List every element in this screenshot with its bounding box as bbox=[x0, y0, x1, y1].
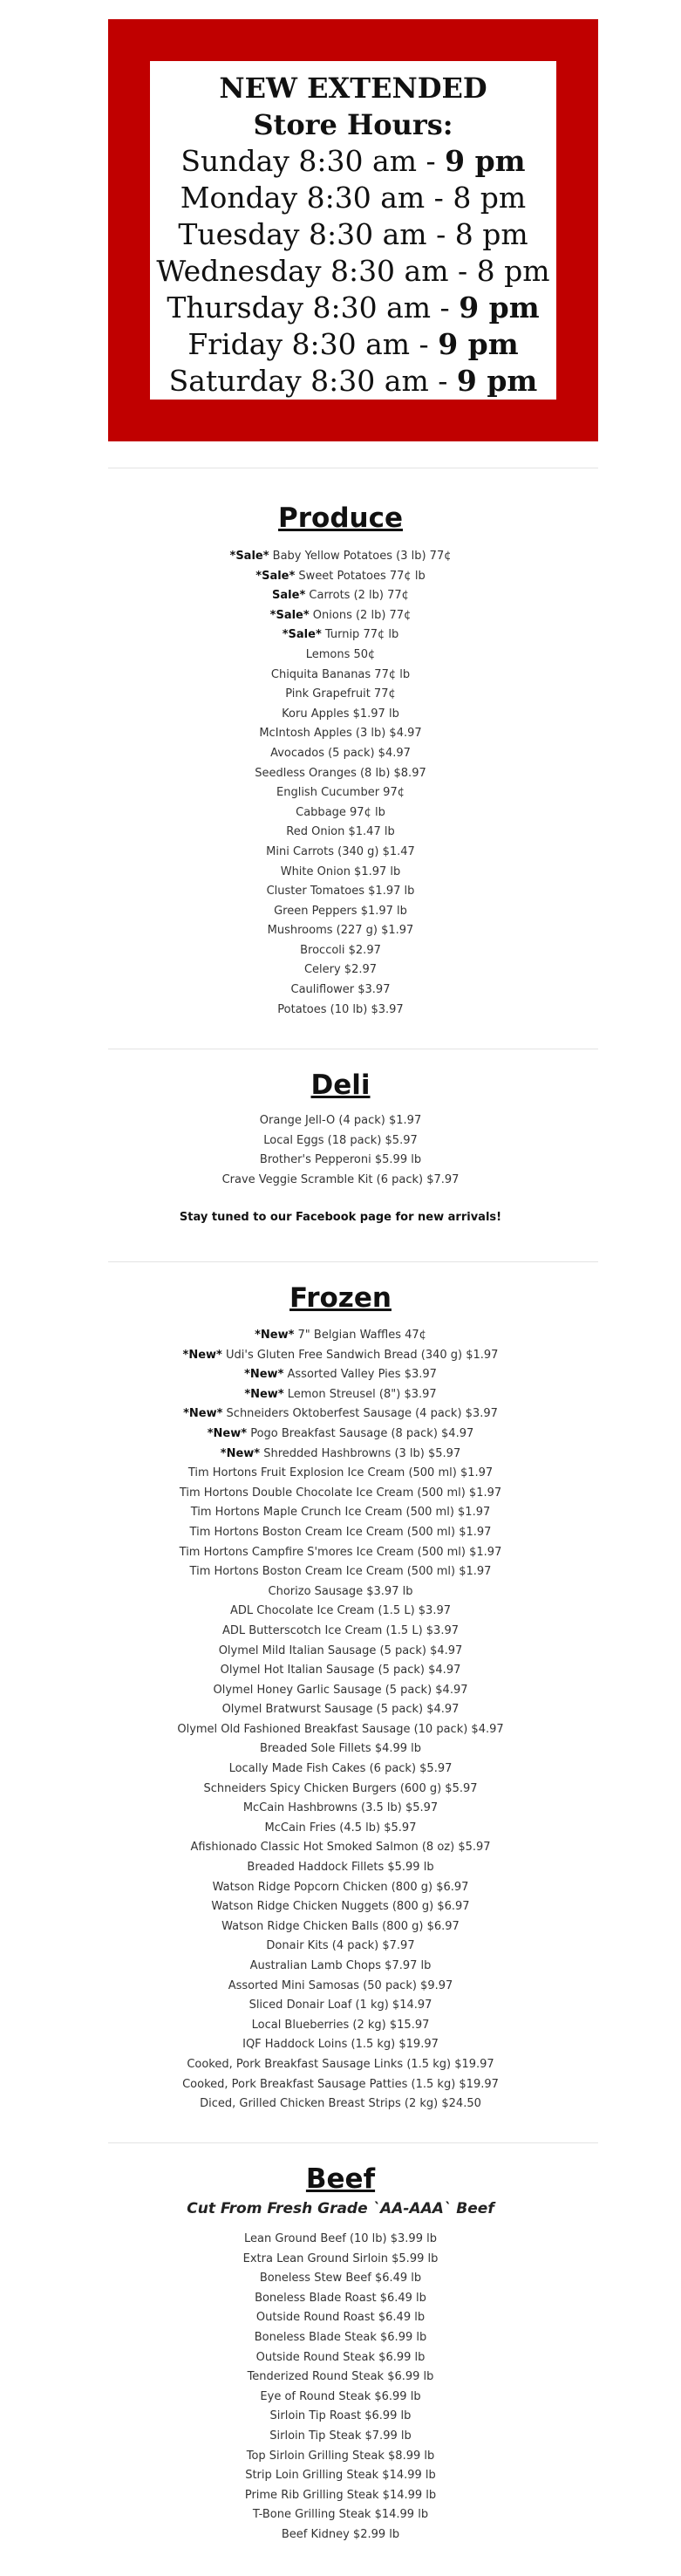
item-text: Beef Kidney $2.99 lb bbox=[281, 2527, 400, 2541]
list-item bbox=[0, 2368, 681, 2388]
hours-close-time: 9 pm bbox=[459, 290, 540, 325]
produce-section bbox=[0, 501, 681, 1020]
list-item bbox=[0, 1151, 681, 1171]
item-text: Tim Hortons Double Chocolate Ice Cream (500 ml) $1.97 bbox=[179, 1486, 502, 1500]
list-item bbox=[0, 783, 681, 803]
hours-close-time: 9 pm bbox=[456, 364, 538, 398]
item-text: Chorizo Sausage $3.97 lb bbox=[268, 1584, 413, 1598]
item-text: Sliced Donair Loaf (1 kg) $14.97 bbox=[249, 1999, 432, 2012]
item-text: Udi's Gluten Free Sandwich Bread (340 g) $1.97 bbox=[221, 1348, 499, 1362]
hours-day: Sunday 8:30 am - bbox=[180, 144, 446, 178]
frozen-section bbox=[0, 1281, 681, 2115]
hours-line bbox=[150, 290, 556, 326]
item-text: Red Onion $1.47 lb bbox=[286, 825, 395, 839]
list-item bbox=[0, 2505, 681, 2525]
list-item bbox=[0, 1996, 681, 2016]
list-item bbox=[0, 567, 681, 587]
list-item bbox=[0, 1858, 681, 1878]
item-text: Strip Loin Grilling Steak $14.99 lb bbox=[245, 2469, 436, 2483]
item-text: Tim Hortons Boston Cream Ice Cream (500 ml) $1.97 bbox=[189, 1565, 492, 1579]
hours-close-time: 9 pm bbox=[438, 327, 519, 361]
list-item bbox=[0, 2055, 681, 2075]
store-hours-banner bbox=[108, 19, 598, 441]
hours-day: Wednesday 8:30 am - bbox=[156, 254, 477, 288]
produce-list bbox=[0, 547, 681, 1020]
hours-title-line2: Store Hours: bbox=[253, 108, 453, 141]
list-item bbox=[0, 2250, 681, 2270]
frozen-title: Frozen bbox=[289, 1282, 392, 1314]
list-item bbox=[0, 1720, 681, 1740]
item-text: Outside Round Steak $6.99 lb bbox=[255, 2350, 426, 2364]
hours-line bbox=[150, 326, 556, 363]
list-item bbox=[0, 2486, 681, 2506]
list-item bbox=[0, 2035, 681, 2055]
item-text: 7" Belgian Waffles 47¢ bbox=[294, 1329, 426, 1342]
facebook-note: Stay tuned to our Facebook page for new arrivals! bbox=[179, 1211, 502, 1225]
list-item bbox=[0, 1602, 681, 1622]
item-text: Top Sirloin Grilling Steak $8.99 lb bbox=[246, 2449, 435, 2463]
item-text: Carrots (2 lb) 77¢ bbox=[305, 589, 409, 603]
list-item bbox=[0, 1523, 681, 1543]
list-item bbox=[0, 921, 681, 941]
hours-close-time: 9 pm bbox=[445, 144, 526, 178]
item-text: Koru Apples $1.97 lb bbox=[282, 707, 399, 721]
list-item bbox=[0, 1957, 681, 1977]
list-item bbox=[0, 803, 681, 823]
list-item bbox=[0, 646, 681, 666]
list-item bbox=[0, 1326, 681, 1346]
list-item bbox=[0, 2427, 681, 2447]
list-item bbox=[0, 1739, 681, 1759]
list-item bbox=[0, 902, 681, 922]
list-item bbox=[0, 705, 681, 725]
item-text: McCain Hashbrowns (3.5 lb) $5.97 bbox=[242, 1801, 439, 1815]
list-item bbox=[0, 1838, 681, 1858]
item-text: Tim Hortons Boston Cream Ice Cream (500 ml) $1.97 bbox=[189, 1525, 492, 1539]
hours-list bbox=[150, 143, 556, 400]
list-item bbox=[0, 1111, 681, 1131]
list-item bbox=[0, 2447, 681, 2467]
list-item bbox=[0, 882, 681, 902]
item-text: Green Peppers $1.97 lb bbox=[274, 904, 407, 918]
item-text: IQF Haddock Loins (1.5 kg) $19.97 bbox=[242, 2038, 439, 2052]
item-text: Schneiders Spicy Chicken Burgers (600 g) $5.97 bbox=[203, 1781, 478, 1795]
item-text: Boneless Stew Beef $6.49 lb bbox=[259, 2272, 422, 2286]
hours-day: Friday 8:30 am - bbox=[187, 327, 439, 361]
list-item bbox=[0, 1799, 681, 1819]
list-item bbox=[0, 2466, 681, 2486]
list-item bbox=[0, 1819, 681, 1839]
item-text: Prime Rib Grilling Steak $14.99 lb bbox=[244, 2488, 437, 2502]
list-item bbox=[0, 2308, 681, 2328]
item-text: Afishionado Classic Hot Smoked Salmon (8 oz) $5.97 bbox=[190, 1841, 491, 1855]
list-item bbox=[0, 1622, 681, 1642]
list-item bbox=[0, 1681, 681, 1701]
item-text: Lemons 50¢ bbox=[305, 647, 376, 661]
item-text: Australian Lamb Chops $7.97 lb bbox=[249, 1959, 432, 1972]
beef-section bbox=[0, 2162, 681, 2545]
item-text: Cauliflower $3.97 bbox=[290, 983, 391, 997]
item-text: Avocados (5 pack) $4.97 bbox=[270, 746, 411, 760]
item-text: Locally Made Fish Cakes (6 pack) $5.97 bbox=[228, 1762, 453, 1776]
list-item bbox=[0, 2269, 681, 2289]
list-item bbox=[0, 823, 681, 843]
item-text: Brother's Pepperoni $5.99 lb bbox=[259, 1153, 422, 1167]
item-text: Shredded Hashbrowns (3 lb) $5.97 bbox=[260, 1446, 461, 1460]
item-text: Celery $2.97 bbox=[303, 963, 378, 977]
item-tag: *New* bbox=[207, 1426, 248, 1440]
item-text: Sweet Potatoes 77¢ lb bbox=[295, 569, 426, 583]
item-text: Watson Ridge Chicken Balls (800 g) $6.97 bbox=[221, 1919, 460, 1933]
item-text: Potatoes (10 lb) $3.97 bbox=[277, 1002, 404, 1016]
item-text: Breaded Haddock Fillets $5.99 lb bbox=[247, 1861, 434, 1875]
hours-line bbox=[150, 253, 556, 290]
item-text: Olymel Honey Garlic Sausage (5 pack) $4.97 bbox=[213, 1683, 468, 1697]
item-text: ADL Chocolate Ice Cream (1.5 L) $3.97 bbox=[229, 1604, 451, 1618]
item-text: Lean Ground Beef (10 lb) $3.99 lb bbox=[244, 2232, 437, 2245]
item-text: Extra Lean Ground Sirloin $5.99 lb bbox=[242, 2251, 439, 2265]
list-item bbox=[0, 2525, 681, 2545]
item-text: Mini Carrots (340 g) $1.47 bbox=[266, 844, 415, 858]
item-text: Donair Kits (4 pack) $7.97 bbox=[266, 1939, 415, 1953]
hours-line bbox=[150, 216, 556, 253]
list-item bbox=[0, 764, 681, 784]
list-item bbox=[0, 1543, 681, 1563]
item-text: White Onion $1.97 lb bbox=[280, 864, 401, 878]
hours-line bbox=[150, 143, 556, 180]
store-hours-panel bbox=[150, 61, 556, 400]
deli-list bbox=[0, 1111, 681, 1190]
list-item bbox=[0, 2016, 681, 2036]
item-text: English Cucumber 97¢ bbox=[276, 786, 405, 800]
list-item bbox=[0, 1642, 681, 1662]
item-text: Chiquita Bananas 77¢ lb bbox=[270, 667, 411, 681]
list-item bbox=[0, 666, 681, 686]
list-item bbox=[0, 1562, 681, 1582]
item-text: Tenderized Round Steak $6.99 lb bbox=[247, 2370, 434, 2384]
item-text: Pogo Breakfast Sausage (8 pack) $4.97 bbox=[247, 1426, 474, 1440]
list-item bbox=[0, 1582, 681, 1602]
hours-line bbox=[150, 363, 556, 400]
item-text: Crave Veggie Scramble Kit (6 pack) $7.97 bbox=[221, 1172, 460, 1186]
item-text: Watson Ridge Popcorn Chicken (800 g) $6.97 bbox=[212, 1880, 469, 1894]
item-text: Sirloin Tip Roast $6.99 lb bbox=[269, 2409, 412, 2423]
item-text: McCain Fries (4.5 lb) $5.97 bbox=[264, 1821, 417, 1835]
list-item bbox=[0, 547, 681, 567]
list-item bbox=[0, 1171, 681, 1191]
list-item bbox=[0, 2230, 681, 2250]
item-text: Diced, Grilled Chicken Breast Strips (2 kg) $24.50 bbox=[200, 2097, 481, 2111]
list-item bbox=[0, 2094, 681, 2115]
list-item bbox=[0, 586, 681, 606]
item-text: Seedless Oranges (8 lb) $8.97 bbox=[255, 766, 426, 780]
item-text: Mushrooms (227 g) $1.97 bbox=[267, 924, 414, 938]
section-divider bbox=[108, 1261, 598, 1262]
list-item bbox=[0, 1897, 681, 1917]
list-item bbox=[0, 1503, 681, 1523]
list-item bbox=[0, 1131, 681, 1151]
item-text: Pink Grapefruit 77¢ bbox=[285, 687, 396, 701]
list-item bbox=[0, 1464, 681, 1484]
item-text: Cooked, Pork Breakfast Sausage Patties (1.5 kg) $19.97 bbox=[182, 2077, 499, 2091]
list-item bbox=[0, 2289, 681, 2309]
item-text: McIntosh Apples (3 lb) $4.97 bbox=[259, 727, 422, 741]
list-item bbox=[0, 1780, 681, 1800]
list-item bbox=[0, 625, 681, 646]
hours-close-time: 8 pm bbox=[453, 181, 527, 215]
list-item bbox=[0, 1404, 681, 1425]
item-text: Broccoli $2.97 bbox=[300, 943, 381, 957]
item-text: Cabbage 97¢ lb bbox=[296, 805, 385, 819]
frozen-list bbox=[0, 1326, 681, 2115]
list-item bbox=[0, 1661, 681, 1681]
beef-list bbox=[0, 2230, 681, 2545]
hours-day: Saturday 8:30 am - bbox=[168, 364, 457, 398]
list-item bbox=[0, 1759, 681, 1780]
list-item bbox=[0, 1385, 681, 1405]
item-tag: *Sale* bbox=[269, 608, 310, 622]
item-tag: *New* bbox=[220, 1446, 261, 1460]
item-text: Turnip 77¢ lb bbox=[321, 628, 399, 642]
item-tag: Sale* bbox=[272, 589, 306, 603]
list-item bbox=[0, 1484, 681, 1504]
list-item bbox=[0, 1878, 681, 1898]
item-text: Onions (2 lb) 77¢ bbox=[309, 608, 412, 622]
list-item bbox=[0, 1937, 681, 1957]
list-item bbox=[0, 1977, 681, 1997]
list-item bbox=[0, 1346, 681, 1366]
list-item bbox=[0, 744, 681, 764]
hours-day: Tuesday 8:30 am - bbox=[178, 217, 455, 251]
hours-day: Thursday 8:30 am - bbox=[167, 290, 460, 325]
list-item bbox=[0, 724, 681, 744]
list-item bbox=[0, 606, 681, 626]
list-item bbox=[0, 1445, 681, 1465]
item-text: Local Blueberries (2 kg) $15.97 bbox=[251, 2018, 430, 2032]
item-text: Sirloin Tip Steak $7.99 lb bbox=[269, 2429, 412, 2443]
item-text: Assorted Mini Samosas (50 pack) $9.97 bbox=[228, 1978, 453, 1992]
list-item bbox=[0, 1001, 681, 1021]
list-item bbox=[0, 2075, 681, 2095]
item-text: Olymel Mild Italian Sausage (5 pack) $4.97 bbox=[218, 1643, 463, 1657]
item-tag: *Sale* bbox=[255, 569, 296, 583]
item-tag: *New* bbox=[244, 1368, 284, 1382]
item-tag: *New* bbox=[182, 1348, 222, 1362]
list-item bbox=[0, 1917, 681, 1937]
beef-subtitle: Cut From Fresh Grade `AA-AAA` Beef bbox=[187, 2200, 494, 2217]
beef-title: Beef bbox=[305, 2163, 376, 2195]
item-text: Outside Round Roast $6.49 lb bbox=[255, 2311, 426, 2325]
item-tag: *Sale* bbox=[229, 550, 269, 563]
item-text: Tim Hortons Maple Crunch Ice Cream (500 ml) $1.97 bbox=[190, 1506, 491, 1520]
item-text: T-Bone Grilling Steak $14.99 lb bbox=[252, 2508, 429, 2522]
hours-line bbox=[150, 180, 556, 216]
item-tag: *Sale* bbox=[282, 628, 322, 642]
hours-close-time: 8 pm bbox=[476, 254, 550, 288]
hours-day: Monday 8:30 am - bbox=[180, 181, 453, 215]
list-item bbox=[0, 981, 681, 1001]
item-text: Boneless Blade Steak $6.99 lb bbox=[254, 2330, 427, 2344]
list-item bbox=[0, 685, 681, 705]
list-item bbox=[0, 843, 681, 863]
list-item bbox=[0, 863, 681, 883]
item-text: Orange Jell-O (4 pack) $1.97 bbox=[259, 1114, 422, 1127]
item-text: Boneless Blade Roast $6.49 lb bbox=[255, 2291, 426, 2305]
list-item bbox=[0, 2388, 681, 2408]
item-text: ADL Butterscotch Ice Cream (1.5 L) $3.97 bbox=[221, 1623, 459, 1637]
list-item bbox=[0, 1365, 681, 1385]
produce-title: Produce bbox=[278, 502, 403, 534]
item-text: Local Eggs (18 pack) $5.97 bbox=[263, 1133, 418, 1147]
list-item bbox=[0, 1425, 681, 1445]
item-text: Breaded Sole Fillets $4.99 lb bbox=[259, 1742, 422, 1756]
item-tag: *New* bbox=[183, 1407, 223, 1421]
list-item bbox=[0, 2348, 681, 2368]
hours-title-line1: NEW EXTENDED bbox=[219, 72, 487, 105]
item-text: Lemon Streusel (8") $3.97 bbox=[283, 1387, 437, 1401]
item-text: Tim Hortons Campfire S'mores Ice Cream (500 ml) $1.97 bbox=[179, 1545, 502, 1559]
item-tag: *New* bbox=[244, 1387, 284, 1401]
item-text: Cluster Tomatoes $1.97 lb bbox=[266, 885, 415, 899]
item-text: Tim Hortons Fruit Explosion Ice Cream (500 ml) $1.97 bbox=[187, 1466, 494, 1480]
list-item bbox=[0, 1700, 681, 1720]
hours-close-time: 8 pm bbox=[454, 217, 528, 251]
item-text: Assorted Valley Pies $3.97 bbox=[283, 1368, 437, 1382]
item-text: Eye of Round Steak $6.99 lb bbox=[260, 2389, 421, 2403]
deli-section bbox=[0, 1068, 681, 1227]
item-text: Watson Ridge Chicken Nuggets (800 g) $6.97 bbox=[211, 1900, 470, 1914]
item-text: Cooked, Pork Breakfast Sausage Links (1.5 kg) $19.97 bbox=[187, 2057, 494, 2071]
item-tag: *New* bbox=[255, 1329, 295, 1342]
deli-title: Deli bbox=[310, 1069, 371, 1101]
item-text: Olymel Hot Italian Sausage (5 pack) $4.97 bbox=[220, 1664, 461, 1677]
list-item bbox=[0, 2407, 681, 2427]
list-item bbox=[0, 960, 681, 981]
item-text: Olymel Bratwurst Sausage (5 pack) $4.97 bbox=[221, 1703, 460, 1717]
list-item bbox=[0, 941, 681, 961]
section-divider bbox=[108, 2142, 598, 2143]
item-text: Schneiders Oktoberfest Sausage (4 pack) $3.97 bbox=[222, 1407, 498, 1421]
item-text: Olymel Old Fashioned Breakfast Sausage (10 pack) $4.97 bbox=[177, 1722, 504, 1736]
list-item bbox=[0, 2328, 681, 2348]
item-text: Baby Yellow Potatoes (3 lb) 77¢ bbox=[269, 550, 452, 563]
